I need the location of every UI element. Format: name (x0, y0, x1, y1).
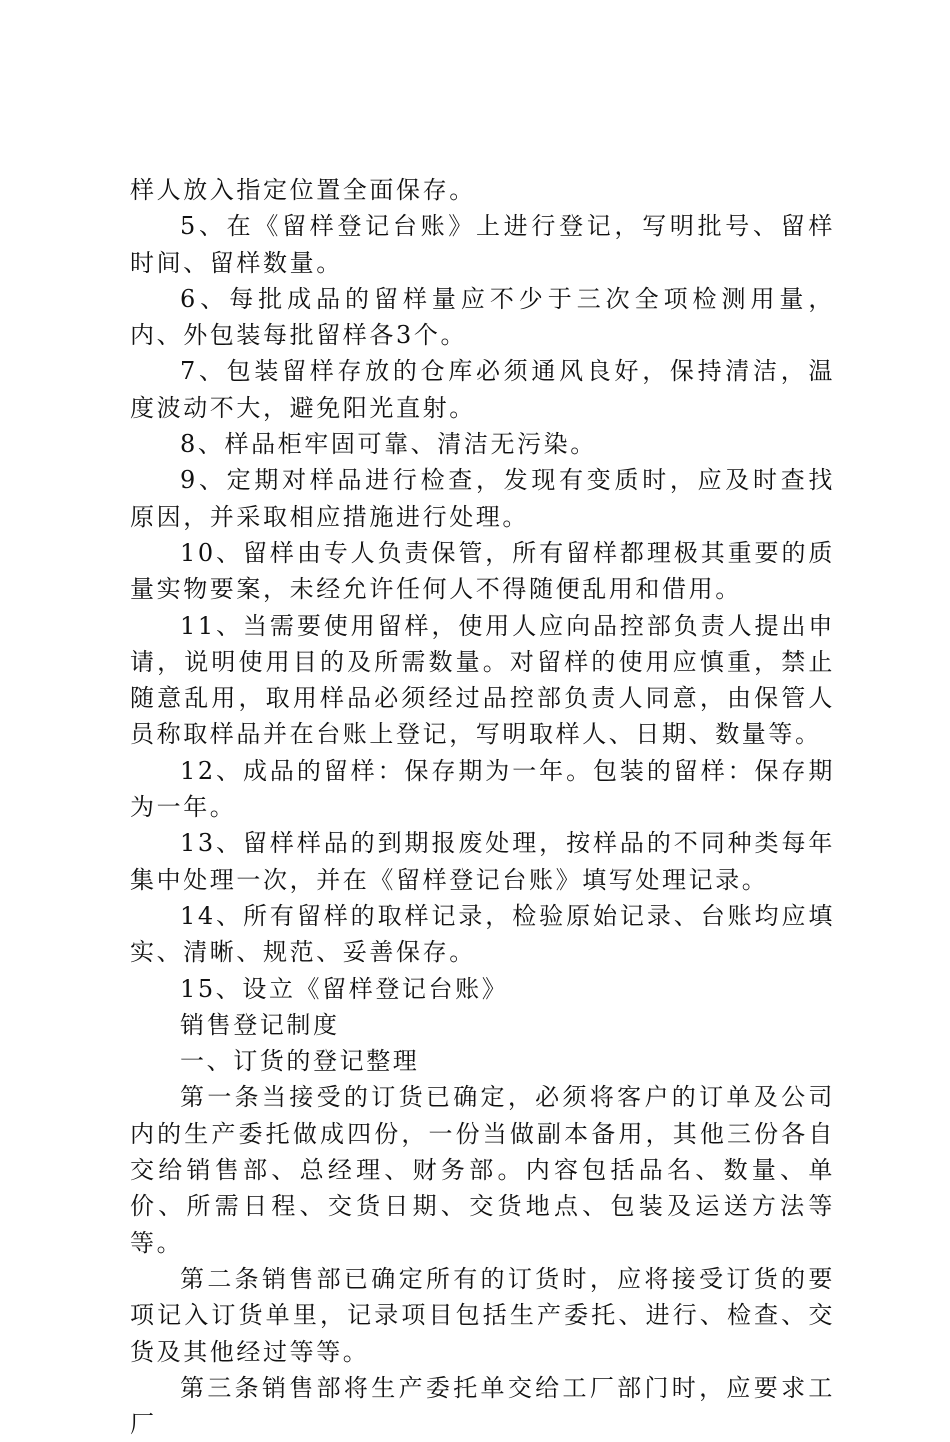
paragraph-continuation: 样人放入指定位置全面保存。 (130, 176, 476, 204)
subsection-heading: 一、订货的登记整理 (180, 1047, 420, 1076)
article-2: 第二条销售部已确定所有的订货时，应将接受订货的要项记入订货单里，记录项目包括生产委托、进行、检查、交货及其他经过等等。 (130, 1264, 835, 1366)
paragraph-item-12: 12、成品的留样：保存期为一年。包装的留样：保存期为一年。 (130, 756, 835, 822)
article-1: 第一条当接受的订货已确定，必须将客户的订单及公司内的生产委托做成四份，一份当做副本备用，其他三份各自交给销售部、总经理、财务部。内容包括品名、数量、单价、所需日程、交货日期、交货地点、包装及运送方法等等。 (130, 1083, 835, 1257)
paragraph-item-9: 9、定期对样品进行检查，发现有变质时，应及时查找原因，并采取相应措施进行处理。 (130, 466, 835, 531)
paragraph-item-11: 11、当需要使用留样，使用人应向品控部负责人提出申请，说明使用目的及所需数量。对留样的使用应慎重，禁止随意乱用，取用样品必须经过品控部负责人同意，由保管人员称取样品并在台账上登记，写明取样人、日期、数量等。 (130, 611, 835, 749)
paragraph-item-8: 8、样品柜牢固可靠、清洁无污染。 (180, 430, 597, 459)
paragraph-item-15: 15、设立《留样登记台账》 (180, 974, 509, 1003)
paragraph-item-7: 7、包装留样存放的仓库必须通风良好，保持清洁，温度波动不大，避免阳光直射。 (130, 357, 835, 422)
section-title: 销售登记制度 (180, 1010, 340, 1039)
document-body (130, 172, 835, 1442)
paragraph-item-10: 10、留样由专人负责保管，所有留样都理极其重要的质量实物要案，未经允许任何人不得随便乱用和借用。 (130, 538, 835, 604)
paragraph-item-5: 5、在《留样登记台账》上进行登记，写明批号、留样时间、留样数量。 (130, 212, 835, 277)
article-3: 第三条销售部将生产委托单交给工厂部门时，应要求工厂 (130, 1373, 835, 1439)
paragraph-item-14: 14、所有留样的取样记录，检验原始记录、台账均应填实、清晰、规范、妥善保存。 (130, 901, 835, 967)
paragraph-item-13: 13、留样样品的到期报废处理，按样品的不同种类每年集中处理一次，并在《留样登记台账》填写处理记录。 (130, 829, 835, 894)
paragraph-item-6: 6、每批成品的留样量应不少于三次全项检测用量，内、外包装每批留样各3个。 (130, 284, 835, 350)
